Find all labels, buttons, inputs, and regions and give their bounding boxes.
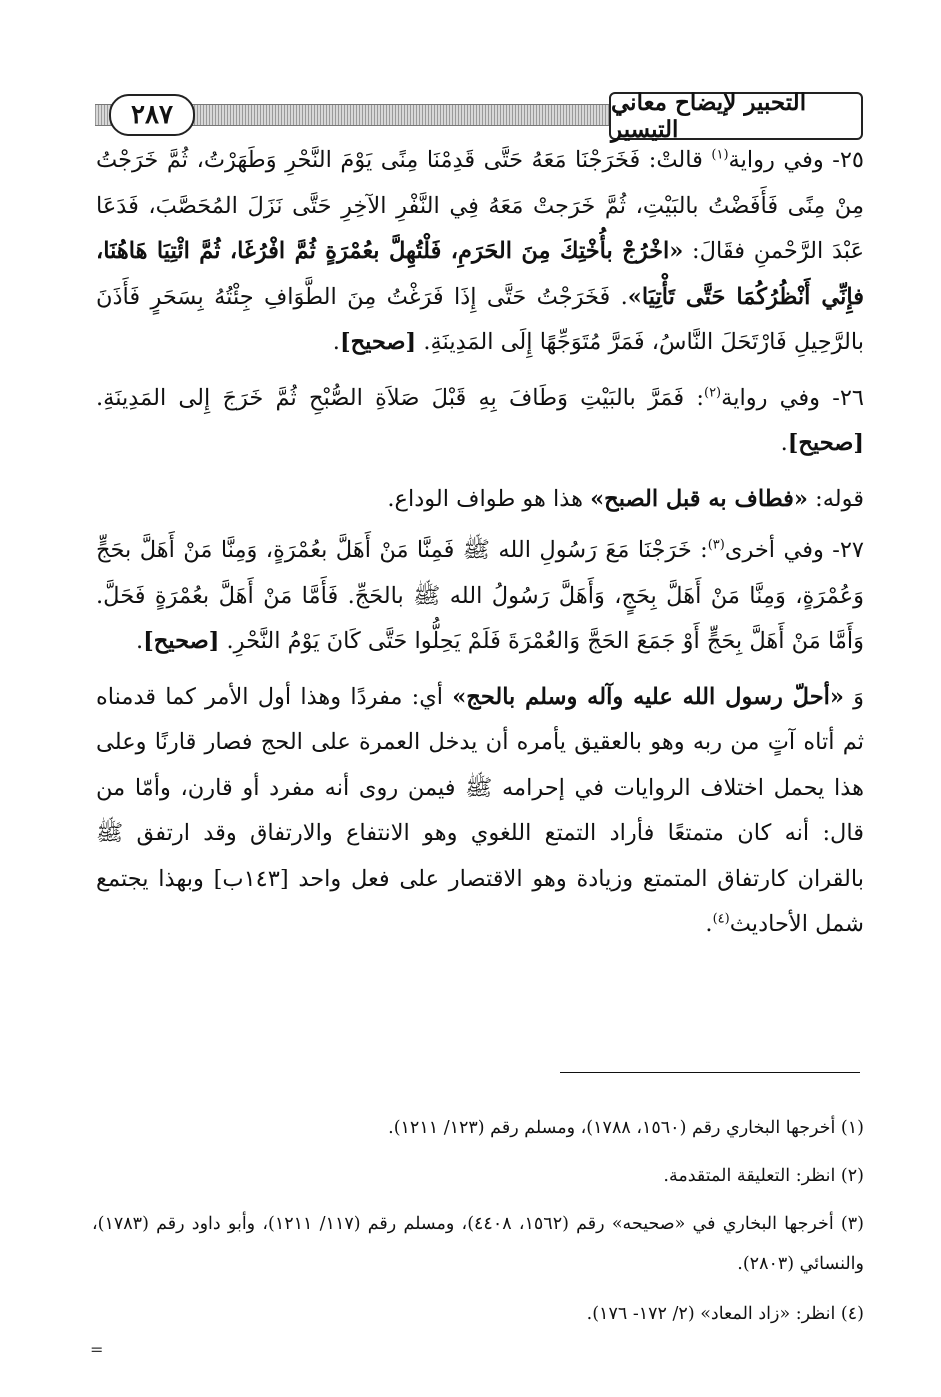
footnote-separator — [560, 1072, 860, 1073]
quoted-phrase: «فطاف به قبل الصبح» — [590, 485, 808, 512]
hadith-27: ٢٧- وفي أخرى$^{(٣)}$: خَرَجْنَا مَعَ رَسُولِ الله ﷺ فَمِنَّا مَنْ أَهَلَّ بعُمْرَةٍ، وَمِنَّا مَنْ أَهَلَّ بحَجٍّ وَعُمْرَةٍ، وَمِنَّا مَنْ أَهَلَّ بِحَجٍ، وَأَهَلَّ رَسُولُ الله ﷺ بالحَجِّ. فَأَمَّا مَنْ أَهَلَّ بعُمْرَةٍ فَحَلَّ. وَأَمَّا مَنْ أَهَلَّ بِحَجٍّ أَوْ جَمَعَ الحَجَّ وَالعُمْرَةَ فَلَمْ يَحِلُّوا حَتَّى كَانَ يَوْمُ النَّحْرِ. [صحيح]. — [96, 537, 864, 654]
footnotes — [92, 1108, 864, 1342]
quoted-phrase: «أحلّ رسول الله عليه وآله وسلم بالحج» — [452, 683, 844, 710]
page-number: ٢٨٧ — [109, 94, 195, 136]
hadith-26: ٢٦- وفي رواية$^{(٢)}$: فَمَرَّ بالبَيْتِ وَطَافَ بِهِ قَبْلَ صَلاَةِ الصُّبْحِ ثُمَّ خَرَجَ إِلى المَدِينَةِ. [صحيح]. — [96, 384, 865, 456]
commentary-2: وَ «أحلّ رسول الله عليه وآله وسلم بالحج» أي: مفردًا وهذا أول الأمر كما قدمناه ثم أتاه آتٍ من ربه وهو بالعقيق يأمره أن يدخل العمرة على الحج فصار قارنًا وعلى هذا يحمل اختلاف الروايات في إحرامه ﷺ فيمن روى أنه مفرد أو قارن، وأمّا من قال: أنه كان متمتعًا فأراد التمتع اللغوي وهو الانتفاع والارتفاق وقد ارتفق ﷺ بالقران كارتفاق المتمتع وزيادة وهو الاقتصار على فعل واحد [١٤٣ب] وبهذا يجتمع شمل الأحاديث$^{(٤)}$. — [96, 683, 864, 937]
footnote-1: (١) أخرجها البخاري رقم (١٥٦٠، ١٧٨٨)، ومسلم رقم (١٢٣/ ١٢١١). — [388, 1118, 864, 1138]
grade-label: [صحيح] — [143, 628, 220, 654]
footnote-ref-3: (٣) — [707, 537, 725, 553]
footnote-4: (٤) انظر: «زاد المعاد» (٢/ ١٧٢- ١٧٦). — [586, 1304, 864, 1324]
footnote-ref-1: (١) — [711, 147, 729, 163]
main-text — [96, 138, 864, 958]
grade-label: [صحيح] — [787, 430, 864, 456]
footer-mark: = — [90, 1340, 104, 1359]
book-title: التحبير لإيضاح معاني التيسير — [609, 92, 863, 140]
footnote-2: (٢) انظر: التعليقة المتقدمة. — [663, 1166, 864, 1186]
footnote-ref-2: (٢) — [703, 385, 722, 400]
page-header — [95, 89, 863, 143]
footnote-ref-4: (٤) — [712, 911, 730, 927]
prophet-quote: «اخْرُجْ بأُخْتِكَ مِنَ الحَرَمِ، فَلْتُهِلَّ بعُمْرَةٍ ثُمَّ افْرُغَا، ثُمَّ ائْتِيَا هَاهُنَا، فإِنِّي أَنْظُرُكُمَا حَتَّى تَأْتِيَا» — [96, 238, 864, 310]
hadith-25: ٢٥- وفي رواية$^{(١)}$ قالتْ: فَخَرَجْنَا مَعَهُ حَتَّى قَدِمْنَا مِنًى يَوْمَ النَّحْرِ وَطَهَرْتُ، ثُمَّ خَرَجْتُ مِنْ مِنًى فَأَفَضْتُ بالبَيْتِ، ثُمَّ خَرَجتْ مَعَهُ فِي النَّفْرِ الآخِرِ حَتَّى نَزَلَ المُحَصَّبَ، فَدَعَا عَبْدَ الرَّحْمنِ فقَالَ: «اخْرُجْ بأُخْتِكَ مِنَ الحَرَمِ، فَلْتُهِلَّ بعُمْرَةٍ ثُمَّ افْرُغَا، ثُمَّ ائْتِيَا هَاهُنَا، فإِنِّي أَنْظُرُكُمَا حَتَّى تَأْتِيَا». فَخَرَجْتُ حَتَّى إِذَا فَرَغْتُ مِنَ الطَّوَافِ جِئْتُهُ بِسَحَرٍ فَأَذَنَ بالرَّحِيلِ فَارْتَحَلَ النَّاسُ، فَمَرَّ مُتَوَجِّهًا إِلَى المَدِينَةِ. [صحيح]. — [96, 147, 865, 355]
grade-label: [صحيح] — [339, 329, 417, 355]
commentary-1: قوله: «فطاف به قبل الصبح» هذا هو طواف الوداع. — [387, 485, 864, 512]
footnote-3: (٣) أخرجها البخاري في «صحيحه» رقم (١٥٦٢، ٤٤٠٨)، ومسلم رقم (١١٧/ ١٢١١)، وأبو داود رقم (١٧٨٣)، والنسائي (٢٨٠٣). — [92, 1214, 864, 1274]
